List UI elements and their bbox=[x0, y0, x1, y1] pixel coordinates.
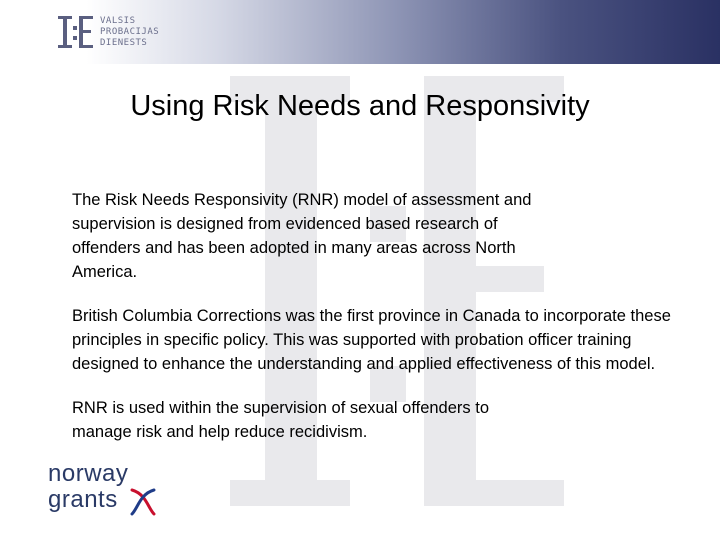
norway-grants-logo bbox=[48, 458, 178, 520]
brand-line-norway: norway bbox=[48, 460, 129, 487]
brand-line-grants: grants bbox=[48, 486, 118, 513]
body-paragraph: British Columbia Corrections was the first province in Canada to incorporate these principles in specific policy. This was supported with probation officer training designed to enhance the understanding and applied effectiveness of this model. bbox=[72, 307, 671, 373]
logo-line: VALSIS bbox=[100, 16, 136, 26]
norway-grants-symbol-icon bbox=[126, 484, 160, 518]
logo-wordmark bbox=[100, 16, 159, 49]
slide-title: Using Risk Needs and Responsivity bbox=[130, 90, 590, 122]
body-paragraph: The Risk Needs Responsivity (RNR) model of assessment and supervision is designed from evidenced based research of offenders and has been adopted in many areas across North America. bbox=[72, 191, 532, 281]
logo-line: PROBACIJAS bbox=[100, 27, 160, 37]
logo-line: DIENESTS bbox=[100, 38, 148, 48]
body-paragraph: RNR is used within the supervision of sexual offenders to manage risk and help reduce recidivism. bbox=[72, 399, 489, 441]
probation-monogram-icon bbox=[56, 12, 96, 52]
slide-body bbox=[72, 188, 692, 464]
